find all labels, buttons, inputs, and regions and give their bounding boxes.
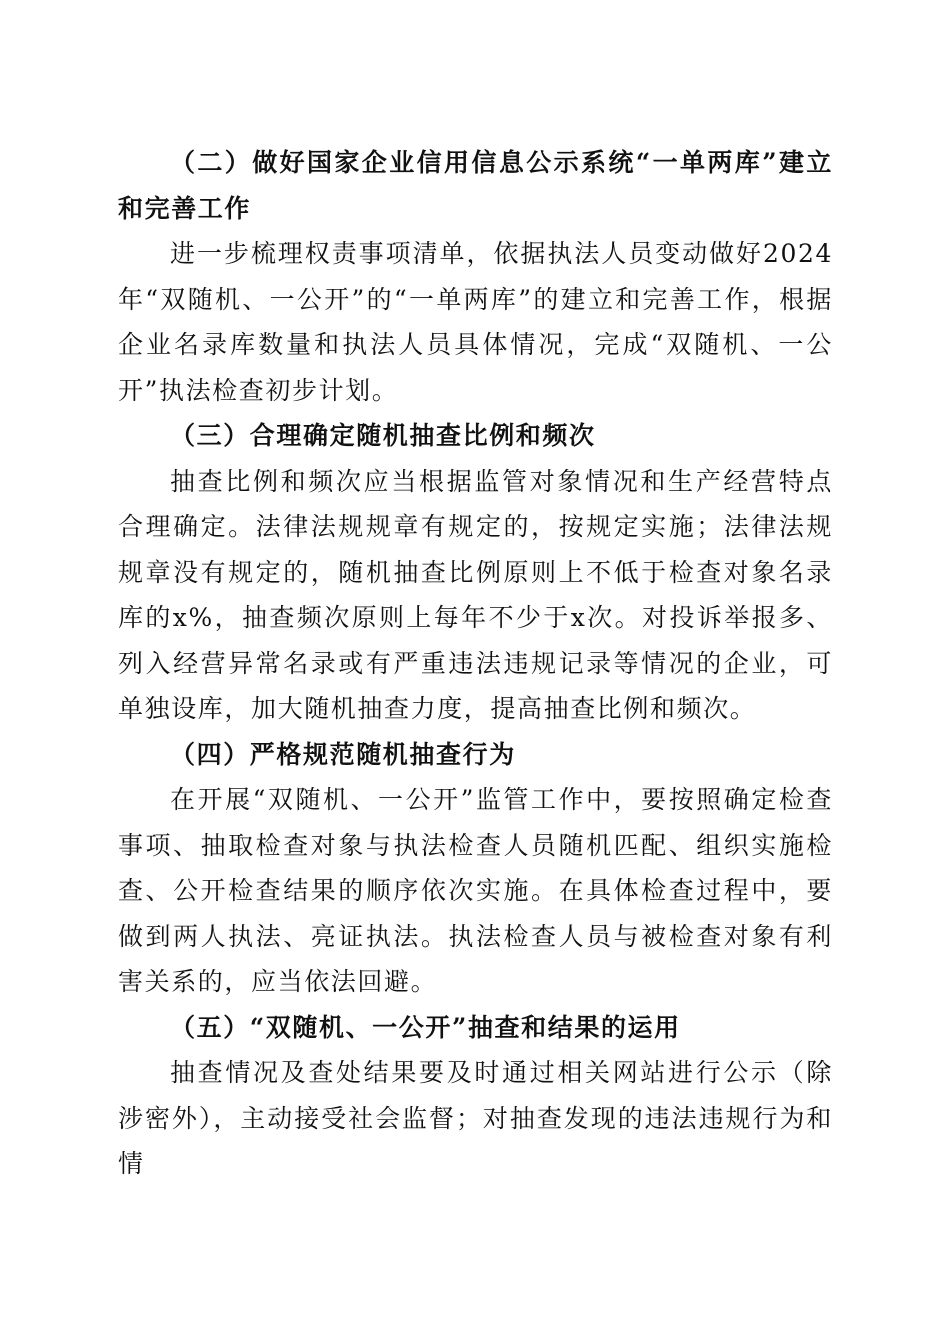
section-body-4: 在开展“双随机、一公开”监管工作中，要按照确定检查事项、抽取检查对象与执法检查人员随机匹配、组织实施检查、公开检查结果的顺序依次实施。在具体检查过程中，要做到两人执法、亮证执法。执法检查人员与被检查对象有利害关系的，应当依法回避。 [118, 785, 833, 996]
section-heading-5: （五）“双随机、一公开”抽查和结果的运用 [170, 1012, 681, 1042]
document-body [118, 140, 833, 1187]
section-body-5: 抽查情况及查处结果要及时通过相关网站进行公示（除涉密外），主动接受社会监督；对抽查发现的违法违规行为和情 [118, 1058, 833, 1178]
section-body-3: 抽查比例和频次应当根据监管对象情况和生产经营特点合理确定。法律法规规章有规定的，按规定实施；法律法规规章没有规定的，随机抽查比例原则上不低于检查对象名录库的x%，抽查频次原则上每年不少于x次。对投诉举报多、列入经营异常名录或有严重违法违规记录等情况的企业，可单独设库，加大随机抽查力度，提高抽查比例和频次。 [118, 466, 833, 723]
section-heading-4: （四）严格规范随机抽查行为 [170, 739, 516, 769]
section-heading-3: （三）合理确定随机抽查比例和频次 [170, 421, 596, 450]
section-heading-2: （二）做好国家企业信用信息公示系统“一单两库”建立和完善工作 [118, 148, 833, 223]
section-body-2: 进一步梳理权责事项清单，依据执法人员变动做好2024年“双随机、一公开”的“一单两库”的建立和完善工作，根据企业名录库数量和执法人员具体情况，完成“双随机、一公开”执法检查初步计划。 [118, 239, 833, 405]
